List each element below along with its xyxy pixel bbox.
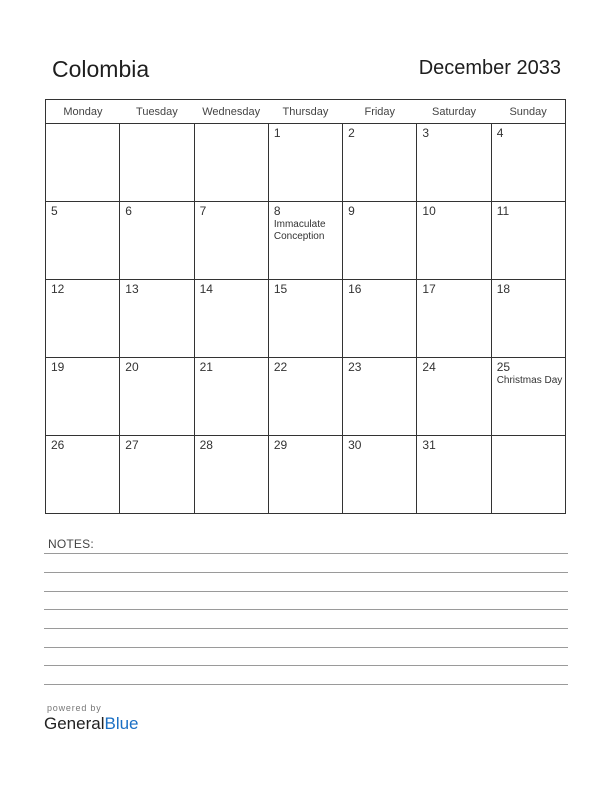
calendar-day-cell [46, 280, 120, 358]
day-number: 23 [348, 360, 362, 374]
day-number: 25 [496, 360, 511, 374]
calendar-day-cell [491, 358, 565, 436]
country-title: Colombia [52, 56, 150, 82]
calendar-day-cell [417, 124, 491, 202]
day-number: 27 [125, 438, 139, 452]
day-number: 22 [273, 360, 288, 374]
day-number: 7 [199, 204, 207, 218]
calendar-grid [45, 99, 566, 514]
calendar-week-row [46, 436, 566, 514]
calendar-day-cell [194, 202, 268, 280]
day-number: 18 [496, 282, 511, 296]
day-number: 8 [273, 204, 281, 218]
calendar-day-cell [46, 202, 120, 280]
calendar-day-cell [46, 358, 120, 436]
calendar-body [46, 124, 566, 514]
note-line [44, 591, 568, 592]
day-number: 12 [51, 282, 65, 296]
calendar-day-cell [120, 280, 194, 358]
day-number: 5 [51, 204, 58, 218]
day-number: 9 [348, 204, 355, 218]
calendar-day-cell [194, 358, 268, 436]
calendar-day-cell [120, 124, 194, 202]
calendar-day-cell [417, 358, 491, 436]
day-number: 15 [273, 282, 288, 296]
weekday-header-row [46, 100, 566, 124]
brand-name-part2: Blue [104, 714, 139, 733]
brand-name-part1: General [44, 714, 105, 733]
weekday-header: Tuesday [120, 100, 194, 124]
day-number: 19 [51, 360, 65, 374]
calendar-day-cell [343, 436, 417, 514]
weekday-header: Monday [46, 100, 120, 124]
day-number: 26 [51, 438, 65, 452]
day-number: 11 [496, 204, 510, 218]
calendar-day-cell [343, 124, 417, 202]
calendar-day-cell [194, 280, 268, 358]
notes-label: NOTES: [48, 537, 94, 551]
day-number: 17 [422, 282, 436, 296]
calendar-day-cell [194, 436, 268, 514]
calendar-day-cell [343, 358, 417, 436]
calendar-day-cell [491, 202, 565, 280]
page-header [0, 0, 612, 100]
day-number: 29 [273, 438, 288, 452]
note-line [44, 647, 568, 648]
calendar-week-row [46, 358, 566, 436]
weekday-header: Thursday [268, 100, 342, 124]
note-line [44, 609, 568, 610]
calendar-day-cell [268, 436, 342, 514]
calendar-week-row [46, 280, 566, 358]
calendar-week-row [46, 124, 566, 202]
day-number: 10 [422, 204, 436, 218]
calendar-day-cell [268, 202, 342, 280]
weekday-header: Wednesday [194, 100, 268, 124]
calendar-day-cell [120, 202, 194, 280]
note-line [44, 628, 568, 629]
powered-by-text: powered by [47, 703, 102, 713]
calendar-day-cell [46, 124, 120, 202]
calendar-day-cell [417, 202, 491, 280]
day-number: 31 [422, 438, 436, 452]
day-number: 6 [125, 204, 132, 218]
calendar-day-cell [46, 436, 120, 514]
calendar-day-cell [268, 280, 342, 358]
calendar-day-cell [120, 358, 194, 436]
calendar-day-cell [491, 124, 565, 202]
day-number: 21 [199, 360, 213, 374]
day-number: 2 [348, 126, 355, 140]
day-number: 30 [348, 438, 362, 452]
calendar-week-row [46, 202, 566, 280]
note-line [44, 553, 568, 554]
month-year-title: December 2033 [418, 57, 561, 79]
brand-logo [44, 703, 139, 734]
calendar-day-cell [417, 280, 491, 358]
weekday-header: Saturday [417, 100, 491, 124]
note-line [44, 572, 568, 573]
day-number: 14 [199, 282, 213, 296]
calendar-day-cell [491, 436, 565, 514]
day-number: 1 [273, 126, 281, 140]
brand-name [44, 714, 139, 734]
weekday-header: Sunday [491, 100, 565, 124]
note-line [44, 665, 568, 666]
day-number: 24 [422, 360, 436, 374]
calendar-day-cell [268, 358, 342, 436]
calendar-day-cell [194, 124, 268, 202]
day-number: 20 [125, 360, 139, 374]
calendar-day-cell [491, 280, 565, 358]
day-number: 4 [496, 126, 504, 140]
holiday-label: Immaculate Conception [273, 219, 326, 242]
day-number: 13 [125, 282, 139, 296]
day-number: 28 [199, 438, 213, 452]
day-number: 16 [348, 282, 362, 296]
calendar-day-cell [343, 202, 417, 280]
calendar-day-cell [268, 124, 342, 202]
note-line [44, 684, 568, 685]
calendar-day-cell [343, 280, 417, 358]
calendar-day-cell [417, 436, 491, 514]
holiday-label: Christmas Day [496, 375, 563, 386]
weekday-header: Friday [343, 100, 417, 124]
day-number: 3 [422, 126, 430, 140]
calendar-day-cell [120, 436, 194, 514]
